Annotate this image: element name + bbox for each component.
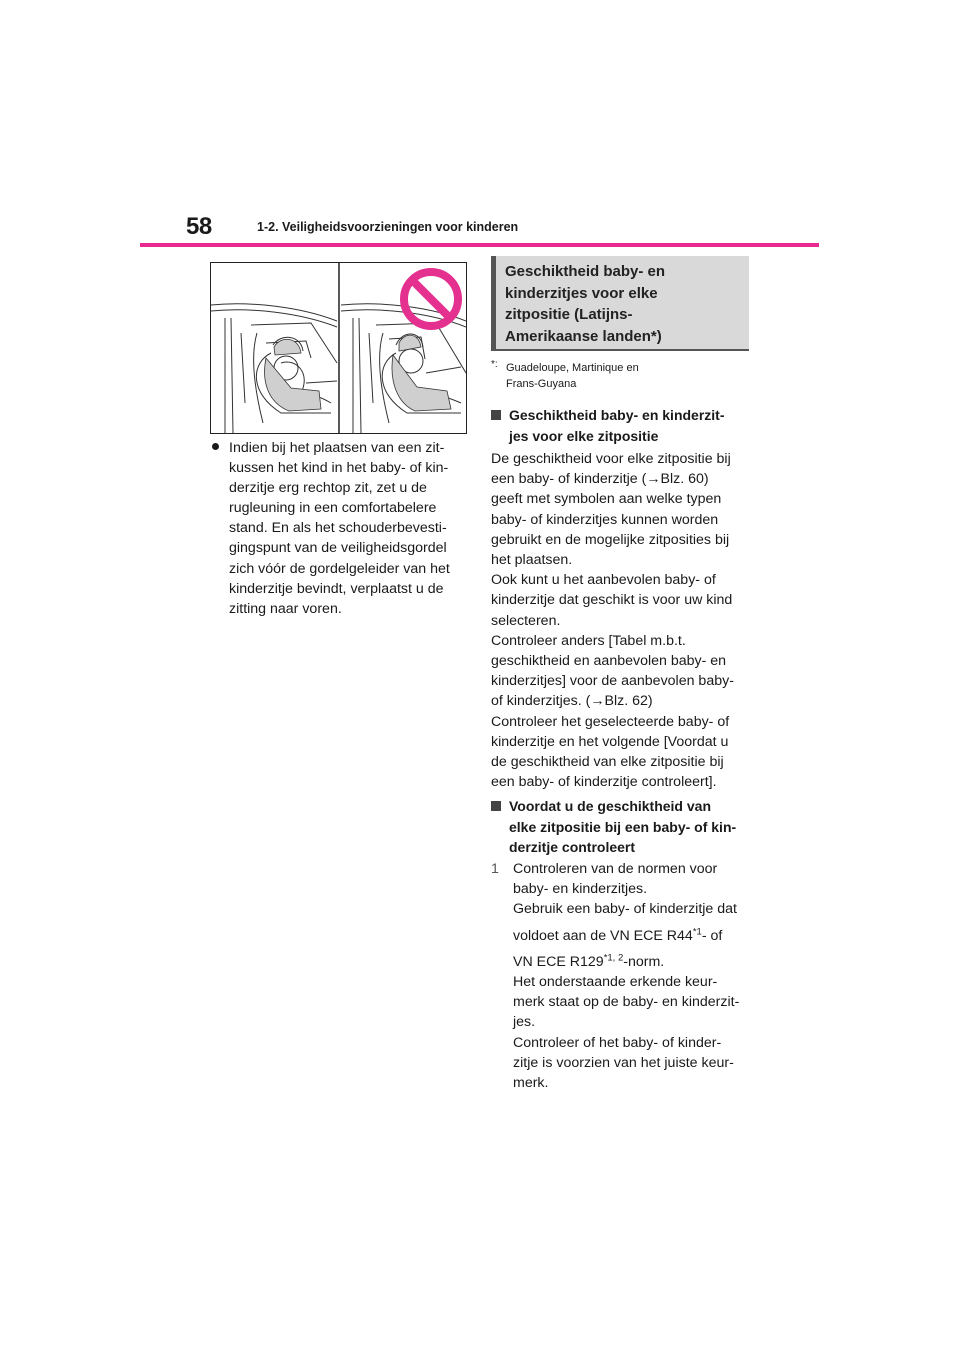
step-line: merk. [513,1075,549,1092]
section-heading-box [491,256,749,351]
step-number: 1 [491,861,499,877]
subheading-line: Voordat u de geschiktheid van [509,798,712,814]
footnote-ref: *1, 2 [603,952,624,964]
paragraph-line: selecteren. [491,612,561,629]
paragraph-line: geschiktheid en aanbevolen baby- en [491,653,727,670]
step-line: Controleren van de normen voor [513,861,718,877]
step-text: VN ECE R129 [513,953,604,970]
square-bullet-icon [491,801,501,811]
bullet-text: Indien bij het plaatsen van een zit-kussen het kind in het baby- of kin-derzitje erg rechtop zit, zet u de rugleuning in een comfortabelere stand. En als het schouderbevesti-gingspunt van de veiligheidsgordel zich vóór de gordelgeleider van het kinderzitje bevindt, verplaatst u de zitting naar voren. [229,440,450,617]
step-line: Het onderstaande erkende keur- [513,974,718,991]
step-line [513,952,749,972]
paragraph-line: kinderzitje dat geschikt is voor uw kind [491,592,733,609]
paragraph-line: kinderzitje en het volgende [Voordat u [491,733,729,750]
illustration-svg [211,263,466,433]
footnote [491,360,749,392]
paragraph-line: een baby- of kinderzitje (→Blz. 60) [491,471,709,488]
footnote-ref: *1 [692,925,702,937]
bullet-item [212,438,464,619]
paragraph-line: gebruikt en de mogelijke zitposities bij [491,531,730,548]
paragraph-line: baby- of kinderzitjes kunnen worden [491,511,719,528]
paragraph-line: kinderzitjes] voor de aanbevolen baby- [491,673,734,690]
subheading-suitability [491,405,749,446]
paragraph-line: Ook kunt u het aanbevolen baby- of [491,572,716,589]
step-1 [491,859,749,1093]
paragraph-line: Controleer het geselecteerde baby- of [491,713,730,730]
footnote-mark: *: [491,359,498,370]
step-line: baby- en kinderzitjes. [513,881,648,898]
paragraph-line: de geschiktheid van elke zitpositie bij [491,754,724,771]
page-number: 58 [186,213,212,240]
step-line: merk staat op de baby- en kinderzit- [513,994,740,1011]
footnote-line: Frans-Guyana [506,378,577,390]
subheading-line: jes voor elke zitpositie [509,427,659,444]
suitability-paragraph [491,449,749,792]
header-rule [140,243,819,247]
heading-line: kinderzitjes voor elke [505,284,658,302]
step-line [513,926,749,946]
footnote-line: Guadeloupe, Martinique en [506,362,639,374]
prohibited-icon [404,272,458,326]
heading-line: zitpositie (Latijns- [505,306,633,323]
paragraph-line: of kinderzitjes. (→Blz. 62) [491,693,653,710]
paragraph-line: een baby- of kinderzitje controleert]. [491,774,717,791]
heading-line: Amerikaanse landen*) [505,327,662,345]
step-line: Controleer of het baby- of kinder- [513,1034,722,1051]
paragraph-line: De geschiktheid voor elke zitpositie bij [491,451,731,467]
step-line: zitje is voorzien van het juiste keur- [513,1054,734,1071]
step-text: voldoet aan de VN ECE R44 [513,927,693,944]
subheading-before-checking [491,796,749,858]
section-heading [505,261,665,347]
bullet-dot-icon [212,443,219,450]
subheading-line: derzitje controleert [509,839,636,855]
subheading-line: Geschiktheid baby- en kinderzit- [509,407,725,423]
step-text: -norm. [623,953,665,970]
step-line: Gebruik een baby- of kinderzitje dat [513,901,737,918]
step-line: jes. [513,1014,536,1031]
heading-line: Geschiktheid baby- en [505,263,666,280]
paragraph-line: Controleer anders [Tabel m.b.t. [491,632,686,649]
section-title: 1-2. Veiligheidsvoorzieningen voor kinderen [257,220,519,234]
square-bullet-icon [491,410,501,420]
paragraph-line: geeft met symbolen aan welke typen [491,491,722,508]
step-text: - of [701,927,723,944]
subheading-line: elke zitpositie bij een baby- of kin- [509,818,737,835]
child-seat-illustration [210,262,467,434]
paragraph-line: het plaatsen. [491,552,573,569]
